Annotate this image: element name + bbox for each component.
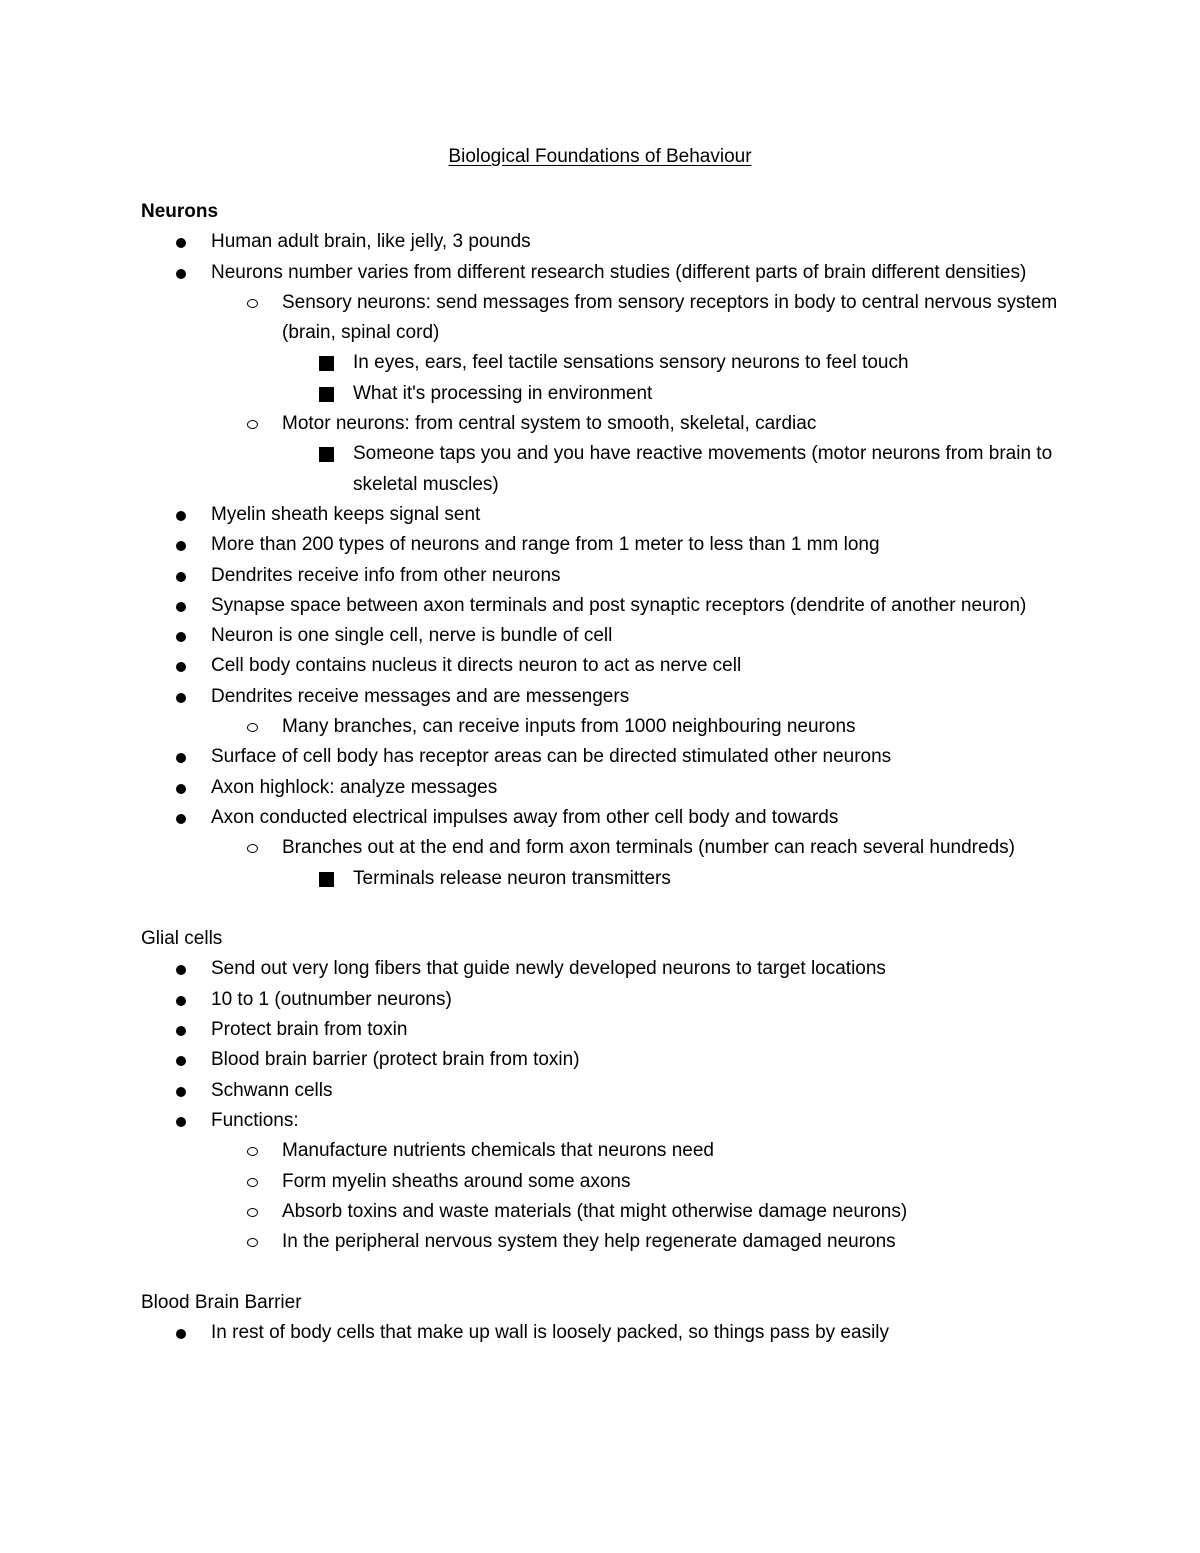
list-item	[141, 409, 1081, 439]
hollow-circle-bullet-icon	[247, 723, 258, 732]
sub-bullet-list	[141, 833, 1081, 863]
list-item	[141, 227, 1081, 257]
bullet-list	[141, 500, 1081, 712]
list-item-text: Branches out at the end and form axon terminals (number can reach several hundreds)	[282, 837, 1015, 859]
list-item	[141, 288, 1081, 349]
hollow-circle-bullet-icon	[247, 299, 258, 308]
list-item	[141, 1106, 1081, 1136]
list-item-text: Motor neurons: from central system to smooth, skeletal, cardiac	[282, 413, 817, 435]
sub-bullet-list	[141, 409, 1081, 439]
hollow-circle-bullet-icon	[247, 1208, 258, 1217]
list-item	[141, 591, 1081, 621]
list-item	[141, 1197, 1081, 1227]
list-item-text: Human adult brain, like jelly, 3 pounds	[211, 231, 531, 253]
filled-dot-bullet-icon	[176, 541, 186, 551]
sub-sub-bullet-list	[141, 864, 1081, 894]
square-bullet-icon	[319, 872, 334, 887]
list-item	[141, 561, 1081, 591]
list-item	[141, 954, 1081, 984]
list-item-text: What it's processing in environment	[353, 382, 653, 404]
sub-sub-bullet-list	[141, 348, 1081, 409]
list-item	[141, 682, 1081, 712]
list-item-text: Axon conducted electrical impulses away from other cell body and towards	[211, 806, 839, 828]
filled-dot-bullet-icon	[176, 269, 186, 279]
list-item-text: Sensory neurons: send messages from sensory receptors in body to central nervous system (brain, spinal cord)	[282, 291, 1058, 344]
hollow-circle-bullet-icon	[247, 1178, 258, 1187]
section-heading: Glial cells	[141, 928, 223, 950]
filled-dot-bullet-icon	[176, 965, 186, 975]
list-item	[141, 985, 1081, 1015]
filled-dot-bullet-icon	[176, 632, 186, 642]
filled-dot-bullet-icon	[176, 238, 186, 248]
filled-dot-bullet-icon	[176, 1329, 186, 1339]
section-spacer	[141, 1257, 1081, 1287]
filled-dot-bullet-icon	[176, 996, 186, 1006]
filled-dot-bullet-icon	[176, 1087, 186, 1097]
hollow-circle-bullet-icon	[247, 1238, 258, 1247]
square-bullet-icon	[319, 356, 334, 371]
list-item-text: Someone taps you and you have reactive movements (motor neurons from brain to skeletal muscles)	[353, 443, 1053, 495]
list-item	[141, 1076, 1081, 1106]
list-item-text: Cell body contains nucleus it directs neuron to act as nerve cell	[211, 655, 742, 677]
list-item	[141, 530, 1081, 560]
list-item-text: Dendrites receive info from other neurons	[211, 564, 561, 586]
filled-dot-bullet-icon	[176, 753, 186, 763]
bullet-list	[141, 1318, 1081, 1348]
filled-dot-bullet-icon	[176, 602, 186, 612]
list-item-text: More than 200 types of neurons and range from 1 meter to less than 1 mm long	[211, 534, 880, 556]
list-item	[141, 651, 1081, 681]
list-item-text: 10 to 1 (outnumber neurons)	[211, 988, 452, 1010]
list-item-text: Form myelin sheaths around some axons	[282, 1170, 631, 1192]
sub-sub-bullet-list	[141, 439, 1081, 500]
list-item	[141, 1167, 1081, 1197]
list-item-text: Surface of cell body has receptor areas can be directed stimulated other neurons	[211, 746, 892, 768]
list-item-text: Blood brain barrier (protect brain from toxin)	[211, 1049, 580, 1071]
list-item-text: Terminals release neuron transmitters	[353, 867, 671, 889]
list-item-text: Absorb toxins and waste materials (that might otherwise damage neurons)	[282, 1200, 908, 1222]
bullet-list	[141, 954, 1081, 1136]
list-item	[141, 864, 1081, 894]
sub-bullet-list	[141, 712, 1081, 742]
sub-bullet-list	[141, 288, 1081, 349]
bullet-list	[141, 742, 1081, 833]
list-item	[141, 379, 1081, 409]
document-title: Biological Foundations of Behaviour	[448, 146, 752, 167]
section-blood-brain-barrier	[141, 1288, 1081, 1349]
filled-dot-bullet-icon	[176, 572, 186, 582]
list-item	[141, 742, 1081, 772]
filled-dot-bullet-icon	[176, 693, 186, 703]
list-item	[141, 833, 1081, 863]
list-item-text: Dendrites receive messages and are messengers	[211, 685, 630, 707]
list-item-text: Protect brain from toxin	[211, 1019, 408, 1041]
hollow-circle-bullet-icon	[247, 1147, 258, 1156]
list-item	[141, 348, 1081, 378]
filled-dot-bullet-icon	[176, 662, 186, 672]
list-item	[141, 1318, 1081, 1348]
section-neurons	[141, 197, 1081, 894]
list-item	[141, 500, 1081, 530]
filled-dot-bullet-icon	[176, 814, 186, 824]
hollow-circle-bullet-icon	[247, 420, 258, 429]
document-body	[141, 197, 1081, 1348]
filled-dot-bullet-icon	[176, 1026, 186, 1036]
list-item-text: Send out very long fibers that guide newly developed neurons to target locations	[211, 958, 886, 980]
bullet-list	[141, 227, 1081, 288]
list-item-text: Schwann cells	[211, 1079, 333, 1101]
filled-dot-bullet-icon	[176, 511, 186, 521]
list-item-text: Neurons number varies from different research studies (different parts of brain different densities)	[211, 261, 1027, 283]
list-item-text: In rest of body cells that make up wall is loosely packed, so things pass by easily	[211, 1321, 890, 1343]
section-heading: Blood Brain Barrier	[141, 1291, 302, 1313]
list-item-text: In eyes, ears, feel tactile sensations sensory neurons to feel touch	[353, 352, 909, 374]
sub-bullet-list	[141, 1136, 1081, 1257]
section-glial-cells	[141, 924, 1081, 1257]
filled-dot-bullet-icon	[176, 1117, 186, 1127]
hollow-circle-bullet-icon	[247, 844, 258, 853]
list-item-text: In the peripheral nervous system they help regenerate damaged neurons	[282, 1231, 896, 1253]
list-item-text: Axon highlock: analyze messages	[211, 776, 498, 798]
list-item-text: Synapse space between axon terminals and post synaptic receptors (dendrite of another neuron)	[211, 594, 1027, 616]
filled-dot-bullet-icon	[176, 1056, 186, 1066]
list-item	[141, 258, 1081, 288]
section-spacer	[141, 894, 1081, 924]
list-item	[141, 1136, 1081, 1166]
list-item	[141, 621, 1081, 651]
filled-dot-bullet-icon	[176, 784, 186, 794]
list-item-text: Many branches, can receive inputs from 1000 neighbouring neurons	[282, 716, 856, 738]
list-item	[141, 1045, 1081, 1075]
list-item	[141, 773, 1081, 803]
square-bullet-icon	[319, 387, 334, 402]
list-item-text: Manufacture nutrients chemicals that neurons need	[282, 1140, 714, 1162]
square-bullet-icon	[319, 447, 334, 462]
list-item	[141, 803, 1081, 833]
list-item	[141, 439, 1081, 500]
list-item	[141, 712, 1081, 742]
list-item-text: Neuron is one single cell, nerve is bundle of cell	[211, 625, 613, 647]
list-item-text: Myelin sheath keeps signal sent	[211, 503, 481, 525]
list-item	[141, 1227, 1081, 1257]
list-item-text: Functions:	[211, 1109, 299, 1131]
list-item	[141, 1015, 1081, 1045]
section-heading: Neurons	[141, 201, 219, 222]
